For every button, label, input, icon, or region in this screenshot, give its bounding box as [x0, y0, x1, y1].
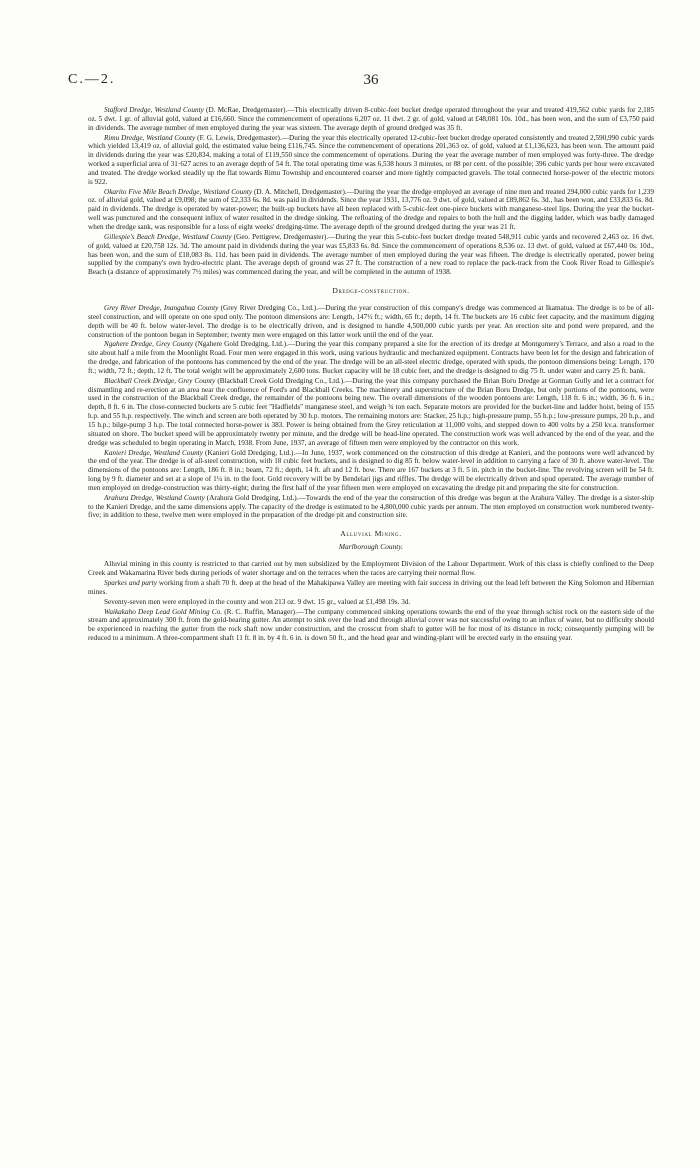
paragraph-text: (Blackball Creek Gold Dredging Co., Ltd.).—During the year this company purchased the Brian Boru Dredge at Gorman Gully and let a contract for dismantling and re-erection at an area near the confluence of Ford's and Blackball Creeks. The machinery and superstructure of the Brian Boru Dredge, but only portions of the pontoons, were used in the construction of the Blackball Creek dredge, the remainder of the pontoons being new. The overall dimensions of the wooden pontoons are: Length, 118 ft. 6 in.; width, 36 ft. 6 in.; depth, 8 ft. 6 in. The close-connected buckets are 5 cubic feet "Hadfields" manganese steel, and weigh ¾ ton each. Separate motors are provided for the bucket-line and ladder hoist, being of 155 h.p. and 55 h.p. respectively. The winch and screen are both operated by 30 h.p. motors. The remaining motors are: Stacker, 25 h.p.; high-pressure pump, 55 h.p.; low-pressure pumps, 20 h.p., and 15 h.p.; bilge-pump 3 h.p. The total connected horse-power is 383. Power is being obtained from the Grey reticulation at 11,000 volts, and stepped down to 400 volts by a 250 kv.a. transformer situated on shore. The bucket speed will be approximately twenty per minute, and the dredge will be head-line operated. The construction work was well advanced by the end of the year, and the dredge was scheduled to begin operating in March, 1938. From June, 1937, an average of fifteen men were employed by the contractor on this work. — [88, 376, 654, 447]
paragraph-text: (F. G. Lewis, Dredgemaster).—During the year this electrically operated 12-cubic-feet bucket dredge operated consistently and treated 2,590,990 cubic yards which yielded 13,419 oz. of alluvial gold, the estimated value being £116,745. Since the commencement of operations 201,363 oz. of gold, valued at £1,136,623, has been won. The amount paid in dividends during the year was £20,834, making a total of £119,550 since the commencement of operations. During the year the average number of men employed was forty-three. The dredge worked a superficial area of 31·627 acres to an average depth of 54 ft. The total operating time was 6,538 hours 3 minutes, or 88 per cent. of the possible; 396 cubic yards per hour were excavated and treated. The dredge worked steadily up the flat towards Rimu Township and encountered coarser and more tightly compacted gravels. The total connected horse-power of the electric motors is 922. — [88, 133, 654, 186]
paragraph-gillespies-dredge — [88, 233, 654, 277]
paragraph-rimu-dredge — [88, 134, 654, 187]
paragraph-sparkes-party — [88, 579, 654, 597]
subheading-marlborough-county: Marlborough County. — [338, 542, 404, 552]
section-alluvial-mining — [88, 560, 654, 643]
paragraph-text: (Grey River Dredging Co., Ltd.).—During the year construction of this company's dredge was commenced at Ikamatua. The dredge is to be of all-steel construction, and will operate on one spud only. The pontoon dimensions are: Length, 147½ ft.; width, 65 ft.; depth, 14 ft. The buckets are 16 cubic feet capacity, and the maximum digging depth will be 40 ft. below water-level. The dredge is to be electrically driven, and is designed to handle 4,500,000 cubic yards per year. An erection site and pond were prepared, and the construction of the pontoon began in September; twenty men were engaged on this latter work until the end of the year. — [88, 304, 654, 339]
section-heading-alluvial-mining: Alluvial Mining. — [340, 529, 402, 539]
page-header — [68, 72, 654, 94]
paragraph-waikakaho-company — [88, 608, 654, 643]
paragraph-text: (Geo. Pettigrew, Dredgemaster).—During the year this 5-cubic-feet bucket dredge treated 548,911 cubic yards and recovered 2,463 oz. 16 dwt. of gold, valued at £20,758 12s. 3d. The amount paid in dividends during the year was £5,833 6s. 8d. Since the commencement of operations 8,536 oz. 13 dwt. of gold, valued at £67,440 0s. 10d., has been won, and the sum of £18,083 8s. 11d. has been paid in dividends. The average number of men employed during the year was fifteen. The dredge is electrically operated, power being supplied by the company's own hydro-electric plant. The average depth of ground was 27 ft. The construction of a new road to replace the pack-track from the Cook River Road to Gillespie's Beach (a distance of approximately 7½ miles) was commenced during the year, and will be completed in the autumn of 1938. — [88, 232, 654, 277]
paragraph-text: working from a shaft 70 ft. deep at the head of the Mahakipawa Valley are meeting with fair success in driving out the lead left between the King Solomon and Hibernian mines. — [88, 578, 654, 596]
section-dredging — [88, 106, 654, 277]
paragraph-okarito-dredge — [88, 188, 654, 232]
paragraph-text: (D. McRae, Dredgemaster).—This electrically driven 8-cubic-feet bucket dredge operated throughout the year and treated 419,562 cubic yards for 2,185 oz. 5 dwt. 1 gr. of alluvial gold, valued at £16,660. Since the commencement of operations 6,207 oz. 11 dwt. 2 gr. of gold, valued at £48,081 10s. 10d., has been won, and the sum of £3,750 paid in dividends. The average number of men employed during the year was sixteen. The average depth of ground dredged was 35 ft. — [88, 106, 654, 132]
paragraph-title: Blackball Creek Dredge, Grey County — [104, 376, 216, 385]
section-heading-dredge-construction: Dredge-construction. — [332, 286, 410, 296]
paragraph-title: Kanieri Dredge, Westland County — [104, 448, 203, 457]
page-number: 36 — [363, 72, 379, 88]
paragraph-ngahere-dredge — [88, 340, 654, 375]
paragraph-title: Sparkes and party — [104, 578, 157, 587]
paragraph-title: Stafford Dredge, Westland County — [104, 106, 204, 114]
paragraph-text: (R. C. Ruffin, Manager).—The company commenced sinking operations towards the end of the year through schist rock on the eastern side of the stream and approximately 300 ft. from the gold-bearing gutter. An attempt to sink over the lead and through alluvial cover was not successful owing to an influx of water, but no difficulty should be experienced in reaching the gutter from the rock shaft now under construction, and the crosscut from shaft to gutter will be for most of its distance in rock; consequently pumping will be reduced to a minimum. A three-compartment shaft 11 ft. 8 in. by 4 ft. 6 in. is down 50 ft., and the head gear and winding-plant will be erected early in the ensuing year. — [88, 607, 654, 643]
paragraph-stafford-dredge — [88, 106, 654, 133]
paragraph-text: Seventy-seven men were employed in the county and won 213 oz. 9 dwt. 15 gr., valued at £1,498 19s. 3d. — [104, 597, 411, 606]
paragraph-title: Waikakaho Deep Lead Gold Mining Co. — [104, 607, 223, 616]
paragraph-text: (Arahura Gold Dredging, Ltd.).—Towards the end of the year the construction of this dredge was begun at the Arahura Valley. The dredge is a sister-ship to the Kanieri Dredge, and the same dimensions apply. The capacity of the dredge is estimated to be 4,800,000 cubic yards per annum. The men employed on construction work numbered twenty-five; in addition to these, twelve men were employed in the preparation of the dredge pit and construction site. — [88, 493, 654, 520]
paragraph-title: Rimu Dredge, Westland County — [104, 133, 196, 142]
paragraph-blackball-dredge — [88, 377, 654, 448]
section-dredge-construction — [88, 304, 654, 520]
paragraph-title: Gillespie's Beach Dredge, Westland County — [104, 232, 232, 241]
paragraph-grey-river-dredge — [88, 304, 654, 339]
paragraph-text: Alluvial mining in this county is restricted to that carried out by men subsidized by the Employment Division of the Labour Department. Work of this class is chiefly confined to the Deep Creek and Wakamarina River beds during periods of water shortage and on the terraces when the races are carrying their normal flow. — [88, 560, 654, 578]
paragraph-text: (Ngahere Gold Dredging, Ltd.).—During the year this company prepared a site for the erection of its dredge at Montgomery's Terrace, and also a road to the site about half a mile from the Moonlight Road. Four men were engaged in this work, using various hydraulic and mechanized equipment. Contracts have been let for the design and fabrication of the dredge, and fabrication of the pontoons has commenced by the end of the year. The dredge will be an all-steel electric dredge, operated with spuds, the pontoon dimensions being: Length, 170 ft.; width, 72 ft.; depth, 12 ft. The total weight will be approximately 2,600 tons. Bucket capacity will be 18 cubic feet, and the dredge is designed to dig 75 ft. under water and carry 25 ft. bank. — [88, 340, 654, 375]
paragraph-title: Ngahere Dredge, Grey County — [104, 340, 194, 349]
paragraph-men-employed — [88, 598, 654, 607]
document-reference: C.—2. — [68, 72, 116, 87]
paragraph-title: Okarito Five Mile Beach Dredge, Westland County — [104, 187, 253, 196]
paragraph-text: (Kanieri Gold Dredging, Ltd.).—In June, 1937, work commenced on the construction of this dredge at Kanieri, and the pontoons were well advanced by the end of the year. The dredge is of all-steel construction, with 18 cubic feet buckets, and is designed to dig 85 ft. below water-level in addition to carrying a face of 30 ft. above water-level. The dimensions of the pontoons are: Length, 186 ft. 8 in.; beam, 72 ft.; depth, 14 ft. aft and 12 ft. bow. There are 167 buckets at 3 ft. 5 in. pitch in the bucket-line. The revolving screen will be 54 ft. long by 9 ft. diameter and set at a slope of 1¼ in. to the foot. Gold recovery will be by Bendelari jigs and riffles. The dredge will be electrically driven and spud operated. The average number of men employed on dredge-construction was thirty-eight; during the first half of the year fifteen men were employed on excavating the dredge pit and preparing the site for construction. — [88, 448, 654, 492]
paragraph-kanieri-dredge — [88, 449, 654, 493]
paragraph-title: Arahura Dredge, Westland County — [104, 493, 205, 502]
paragraph-alluvial-intro — [88, 560, 654, 578]
paragraph-title: Grey River Dredge, Inangahua County — [104, 304, 219, 313]
document-page — [68, 72, 654, 644]
paragraph-arahura-dredge — [88, 494, 654, 521]
paragraph-text: (D. A. Mitchell, Dredgemaster).—During the year the dredge employed an average of nine men and treated 294,000 cubic yards for 1,239 oz. of alluvial gold, valued at £9,098; the sum of £2,333 6s. 8d. was paid in dividends. Since the year 1931, 13,776 oz. 9 dwt. of gold, valued at £89,862 6s. 3d., has been won, and £33,833 6s. 8d. paid in dividends. The dredge is operated by water-power; the built-up buckets have all been replaced with 5-cubic-feet one-piece buckets with manganese-steel lips. During the year the bucket-well was punctured and the consequent influx of water resulted in the dredge sinking. The refloating of the dredge and repairs to both the hull and the digging ladder, which was badly damaged when the dredge sank, was responsible for a loss of eight weeks' dredging-time. The average depth of the ground dredged during the year was 21 ft. — [88, 187, 654, 231]
